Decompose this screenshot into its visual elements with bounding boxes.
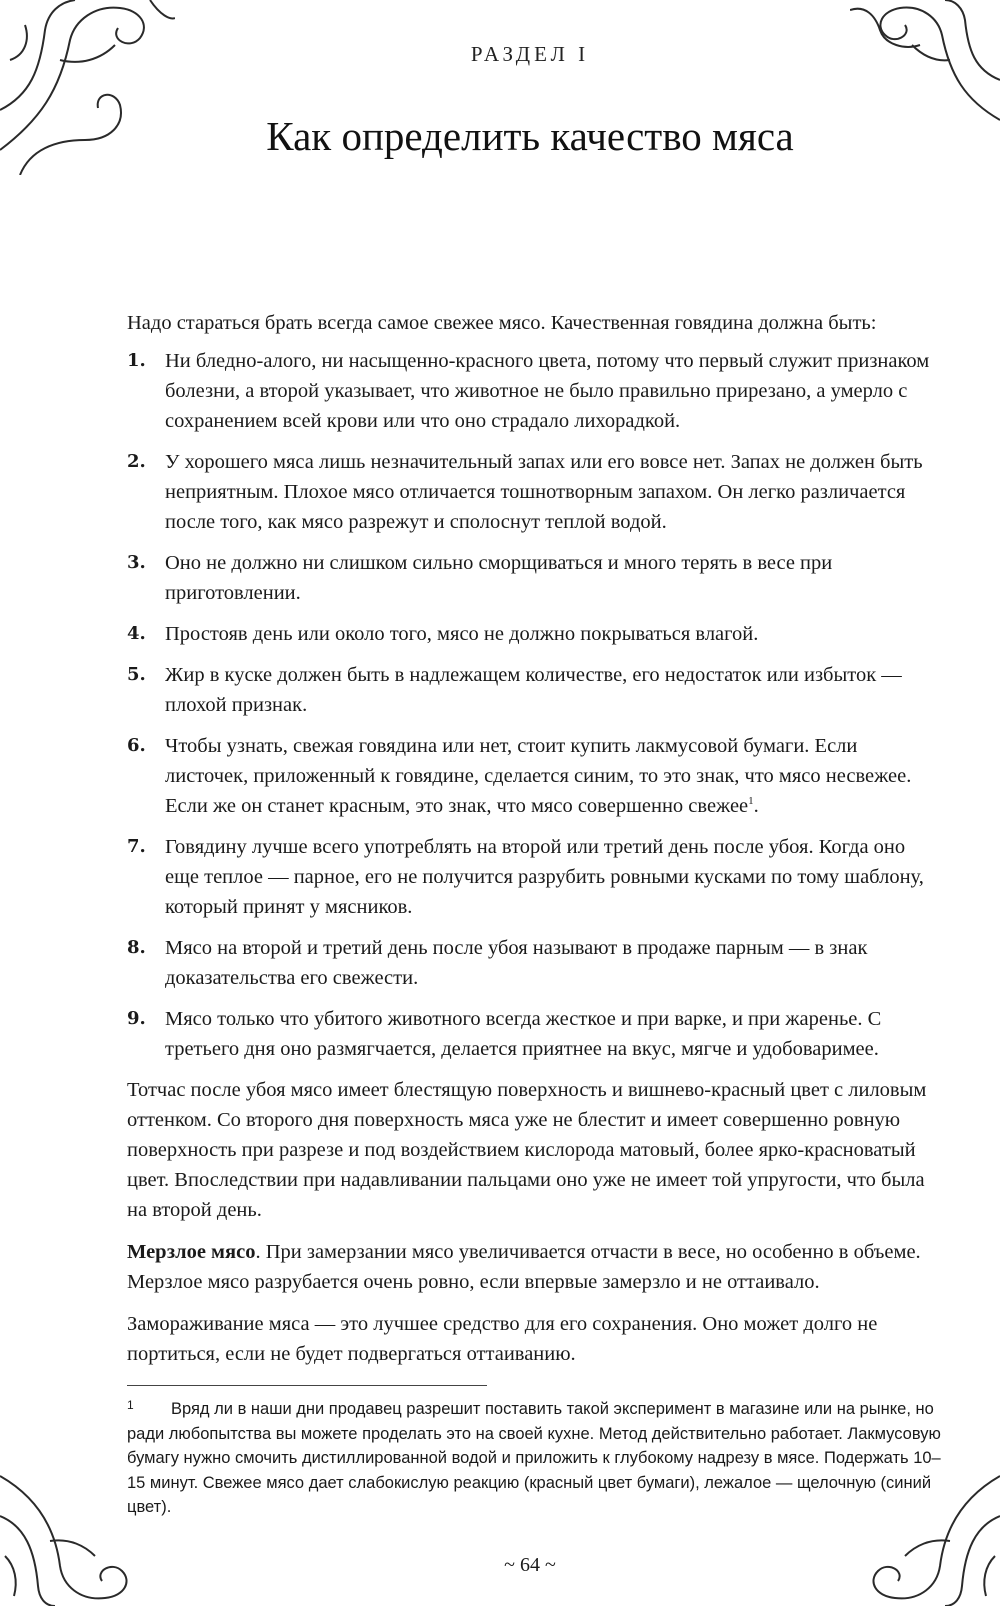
main-text xyxy=(127,308,939,1381)
list-item-number: 5. xyxy=(127,664,146,685)
list-item-number: 6. xyxy=(127,735,146,756)
footnote xyxy=(127,1397,947,1520)
frozen-meat-heading: Мерзлое мясо xyxy=(127,1241,256,1263)
list-item xyxy=(127,619,939,649)
list-item-number: 2. xyxy=(127,451,146,472)
list-item-text: Говядину лучше всего употреблять на второй или третий день после убоя. Когда оно еще теплое — парное, его не получится разрубить ровными кусками по тому шаблону, который принят у мясников. xyxy=(165,836,924,918)
list-item-text: У хорошего мяса лишь незначительный запах или его вовсе нет. Запах не должен быть неприятным. Плохое мясо отличается тошнотворным запахом. Он легко различается после того, как мясо разрежут и сполоснут теплой водой. xyxy=(165,451,923,533)
frozen-meat-paragraph xyxy=(127,1237,939,1297)
list-item-number: 7. xyxy=(127,836,146,857)
list-item-text: Жир в куске должен быть в надлежащем количестве, его недостаток или избыток — плохой признак. xyxy=(165,664,902,716)
list-item-text xyxy=(165,731,939,821)
footnote-divider xyxy=(127,1385,487,1386)
list-item xyxy=(127,660,939,720)
list-item xyxy=(127,346,939,436)
list-item-text: Простояв день или около того, мясо не должно покрываться влагой. xyxy=(165,623,759,645)
intro-paragraph: Надо стараться брать всегда самое свежее мясо. Качественная говядина должна быть: xyxy=(127,312,877,334)
list-item-text: Ни бледно-алого, ни насыщенно-красного цвета, потому что первый служит признаком болезни, а второй указывает, что животное не было правильно прирезано, а умерло с сохранением всей крови или что оно страдало лихорадкой. xyxy=(165,350,930,432)
page-title: Как определить качество мяса xyxy=(266,113,794,159)
list-item-number: 4. xyxy=(127,623,146,644)
footnote-text: Вряд ли в наши дни продавец разрешит поставить такой эксперимент в магазине или на рынке, но ради любопытства вы можете проделать это на своей кухне. Метод действительно работает. Лакмусовую бумагу нужно смочить дистиллированной водой и приложить к глубокому надрезу в мясе. Подержать 10–15 минут. Свежее мясо дает слабокислую реакцию (красный цвет бумаги), лежалое — щелочную (синий цвет). xyxy=(127,1400,941,1516)
list-item xyxy=(127,731,939,821)
list-item-text: Оно не должно ни слишком сильно сморщиваться и много терять в весе при приготовлении. xyxy=(165,552,833,604)
quality-list xyxy=(127,346,939,1064)
list-item xyxy=(127,447,939,537)
list-item-number: 1. xyxy=(127,350,146,371)
list-item xyxy=(127,548,939,608)
page-number: ~ 64 ~ xyxy=(504,1554,556,1576)
list-item-text: Мясо на второй и третий день после убоя называют в продаже парным — в знак доказательства его свежести. xyxy=(165,937,868,989)
frozen-meat-text: . При замерзании мясо увеличивается отчасти в весе, но особенно в объеме. Мерзлое мясо разрубается очень ровно, если впервые замерзло и не оттаивало. xyxy=(127,1241,921,1293)
list-item-text-main: Чтобы узнать, свежая говядина или нет, стоит купить лакмусовой бумаги. Если листочек, приложенный к говядине, сделается синим, то это знак, что мясо несвежее. Если же он станет красным, это знак, что мясо совершенно свежее xyxy=(165,735,912,817)
after-slaughter-paragraph: Тотчас после убоя мясо имеет блестящую поверхность и вишнево-красный цвет с лиловым оттенком. Со второго дня поверхность мяса уже не блестит и имеет совершенно ровную поверхность при разрезе и под воздействием кислорода матовый, более ярко-красноватый цвет. Впоследствии при надавливании пальцами оно уже не имеет той упругости, что была на второй день. xyxy=(127,1079,927,1221)
list-item-text: Мясо только что убитого животного всегда жесткое и при варке, и при жаренье. С третьего дня оно размягчается, делается приятнее на вкус, мягче и удобоваримее. xyxy=(165,1008,882,1060)
list-item-number: 9. xyxy=(127,1008,146,1029)
freezing-paragraph: Замораживание мяса — это лучшее средство для его сохранения. Оно может долго не портиться, если не будет подвергаться оттаиванию. xyxy=(127,1313,878,1365)
list-item-number: 3. xyxy=(127,552,146,573)
list-item-number: 8. xyxy=(127,937,146,958)
footnote-reference[interactable]: 1 xyxy=(748,795,754,808)
list-item xyxy=(127,933,939,993)
list-item xyxy=(127,832,939,922)
footnote-mark: 1 xyxy=(127,1398,134,1412)
list-item-text-tail: . xyxy=(753,795,759,817)
section-label: РАЗДЕЛ I xyxy=(470,42,590,66)
list-item xyxy=(127,1004,939,1064)
